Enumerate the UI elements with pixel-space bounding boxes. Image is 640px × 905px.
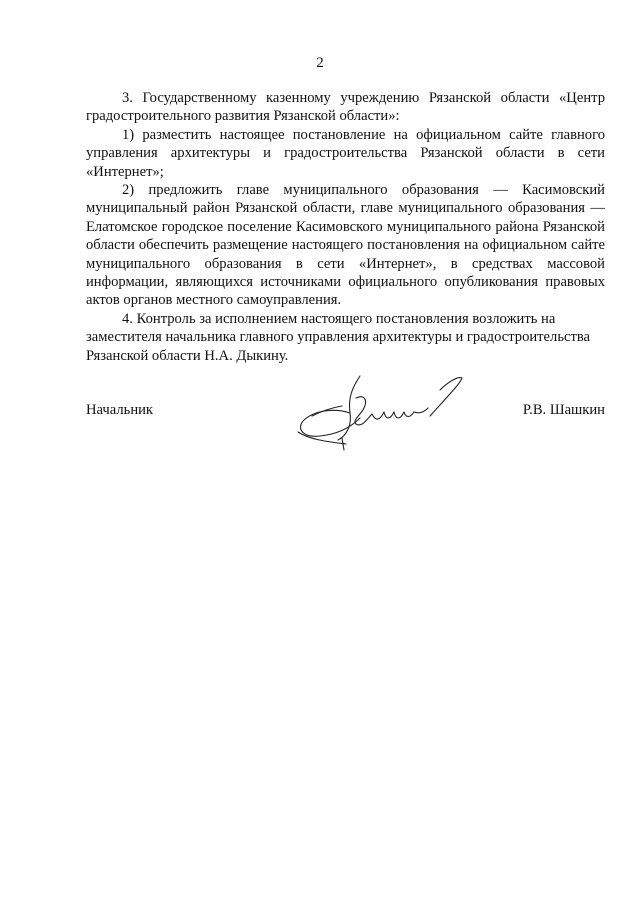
paragraph-subitem-1: 1) разместить настоящее постановление на официальном сайте главного управления архитектуры и градостроительства Рязанской области в сети «Интернет»; <box>86 126 605 180</box>
paragraph-item-3: 3. Государственному казенному учреждению Рязанской области «Центр градостроительного развития Рязанской области»: <box>86 90 605 125</box>
page-number: 2 <box>316 55 324 71</box>
document-body <box>86 89 605 365</box>
handwritten-signature <box>290 368 480 453</box>
signatory-title: Начальник <box>86 402 154 418</box>
signatory-name: Р.В. Шашкин <box>522 402 605 418</box>
paragraph-item-4: 4. Контроль за исполнением настоящего постановления возложить на заместителя начальника главного управления архитектуры и градостроительства Рязанской области Н.А. Дыкину. <box>86 310 591 364</box>
paragraph-subitem-2: 2) предложить главе муниципального образования — Касимовский муниципальный район Рязанской области, главе муниципального образования — Елатомское городское поселение Касимовского муниципального района Рязанской области обеспечить размещение настоящего постановления на официальном сайте муниципального образования в сети «Интернет», в средствах массовой информации, являющихся источниками официального опубликования правовых актов органов местного самоуправления. <box>86 182 605 309</box>
